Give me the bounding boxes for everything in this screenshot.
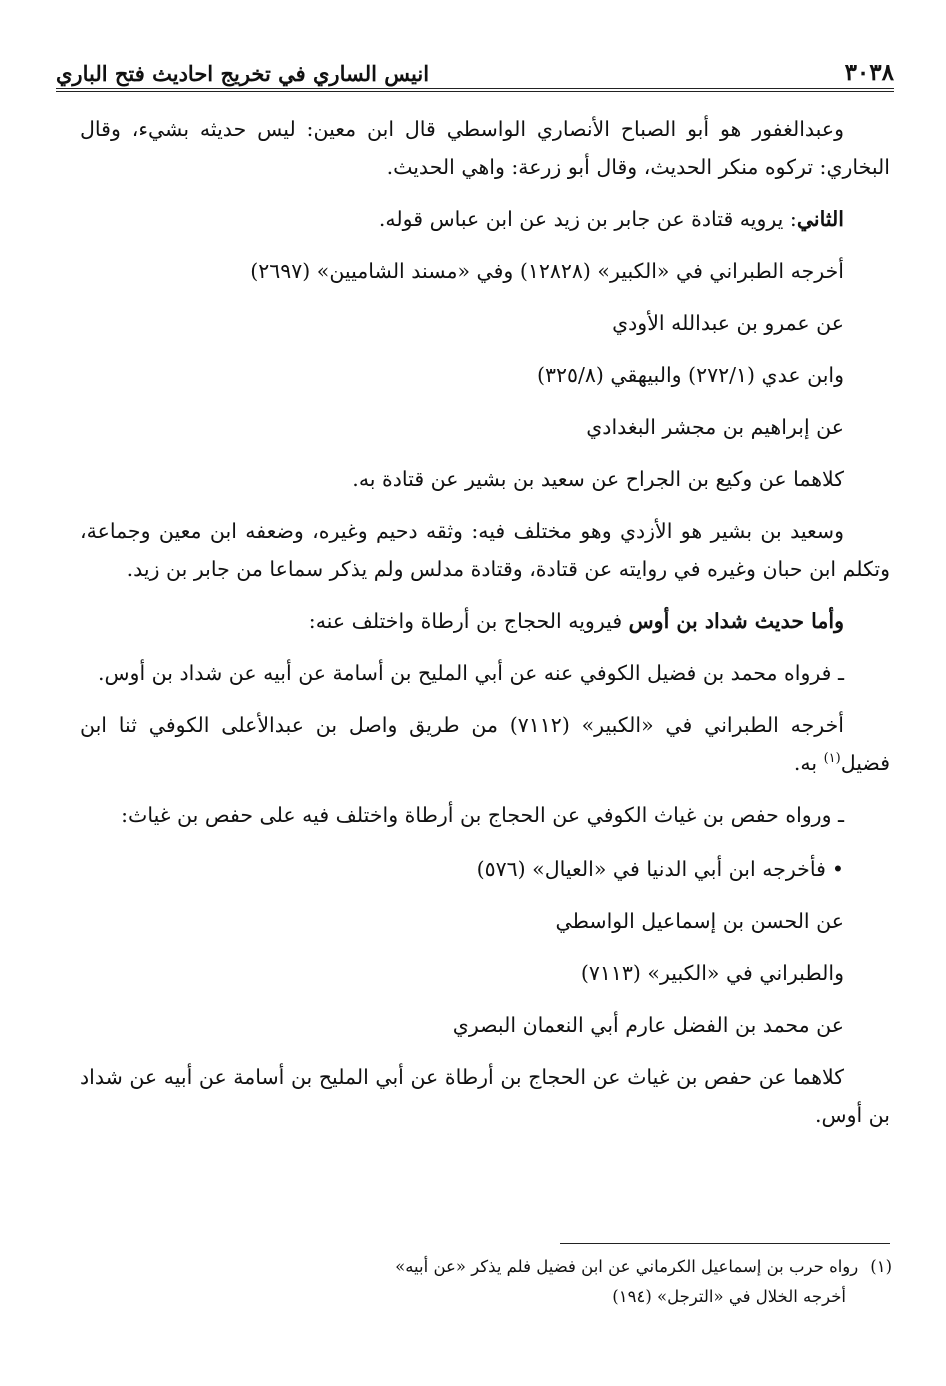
footnote-1-continuation: أخرجه الخلال في «الترجل» (١٩٤) (612, 1287, 846, 1306)
tabarani-7112-tail: به. (793, 751, 824, 775)
footnote-1-line-1: رواه حرب بن إسماعيل الكرماني عن ابن فضيل فلم يذكر «عن أبيه» (395, 1257, 859, 1276)
paragraph-hafs-route: ـ ورواه حفص بن غياث الكوفي عن الحجاج بن أرطاة واختلف فيه على حفص بن غياث: (121, 803, 844, 827)
paragraph-said-ibn-bashir: وسعيد بن بشير هو الأزدي وهو مختلف فيه: وثقه دحيم وغيره، وضعفه ابن معين وجماعة، وتكلم ابن حبان وغيره في روايته عن قتادة، وقتادة مدلس ولم يذكر سماعا من جابر بن زيد. (80, 519, 890, 581)
paragraph-arim-basri: عن محمد بن الفضل عارم أبي النعمان البصري (452, 1013, 844, 1037)
second-route-text: : يرويه قتادة عن جابر بن زيد عن ابن عباس قوله. (378, 207, 797, 231)
paragraph-abdulghafur: وعبدالغفور هو أبو الصباح الأنصاري الواسطي قال ابن معين: ليس حديثه بشيء، وقال البخاري: تركوه منكر الحديث، وقال أبو زرعة: واهي الحديث. (80, 117, 890, 179)
paragraph-hasan-wasiti: عن الحسن بن إسماعيل الواسطي (555, 909, 844, 933)
paragraph-tabarani-7113: والطبراني في «الكبير» (٧١١٣) (580, 961, 844, 985)
ibn-abi-dunya-text: فأخرجه ابن أبي الدنيا في «العيال» (٥٧٦) (476, 857, 826, 881)
main-text (80, 110, 890, 1134)
header-rule (56, 88, 894, 92)
paragraph-second-route (80, 200, 890, 238)
footnote-1 (80, 1252, 892, 1282)
paragraph-ibn-adi-bayhaqi: وابن عدي (٢٧٢/١) والبيهقي (٣٢٥/٨) (536, 363, 844, 387)
paragraph-tabarani-kabir-12828: أخرجه الطبراني في «الكبير» (١٢٨٢٨) وفي «مسند الشاميين» (٢٦٩٧) (250, 259, 844, 283)
shaddad-text: فيرويه الحجاج بن أرطاة واختلف عنه: (308, 609, 629, 633)
paragraph-amr-awdi: عن عمرو بن عبدالله الأودي (612, 311, 844, 335)
paragraph-shaddad-hadith (80, 602, 890, 640)
page-number: ٣٠٣٨ (844, 59, 894, 86)
running-title: انيس الساري في تخريج احاديث فتح الباري (56, 61, 430, 86)
paragraph-ibn-abi-dunya (80, 850, 890, 888)
paragraph-ibrahim-mujashir: عن إبراهيم بن مجشر البغدادي (586, 415, 844, 439)
footnote-rule (560, 1243, 890, 1244)
paragraph-ibn-fudayl-route: ـ فرواه محمد بن فضيل الكوفي عنه عن أبي المليح بن أسامة عن أبيه عن شداد بن أوس. (98, 661, 844, 685)
paragraph-tabarani-7112 (80, 706, 890, 782)
tabarani-7112-text: أخرجه الطبراني في «الكبير» (٧١١٢) من طريق واصل بن عبدالأعلى الكوفي ثنا ابن فضيل (80, 713, 890, 775)
paragraph-both-from-waki: كلاهما عن وكيع بن الجراح عن سعيد بن بشير عن قتادة به. (352, 467, 844, 491)
second-route-heading: الثاني (796, 207, 844, 231)
footnotes (80, 1252, 892, 1312)
footnote-number: (١) (870, 1257, 892, 1276)
shaddad-heading: وأما حديث شداد بن أوس (628, 609, 844, 633)
footnote-marker[interactable]: (١) (823, 751, 841, 767)
bullet-icon: • (831, 857, 844, 881)
paragraph-both-from-hafs: كلاهما عن حفص بن غياث عن الحجاج بن أرطاة عن أبي المليح بن أسامة عن أبيه عن شداد بن أوس. (80, 1065, 890, 1127)
running-header (56, 44, 894, 86)
